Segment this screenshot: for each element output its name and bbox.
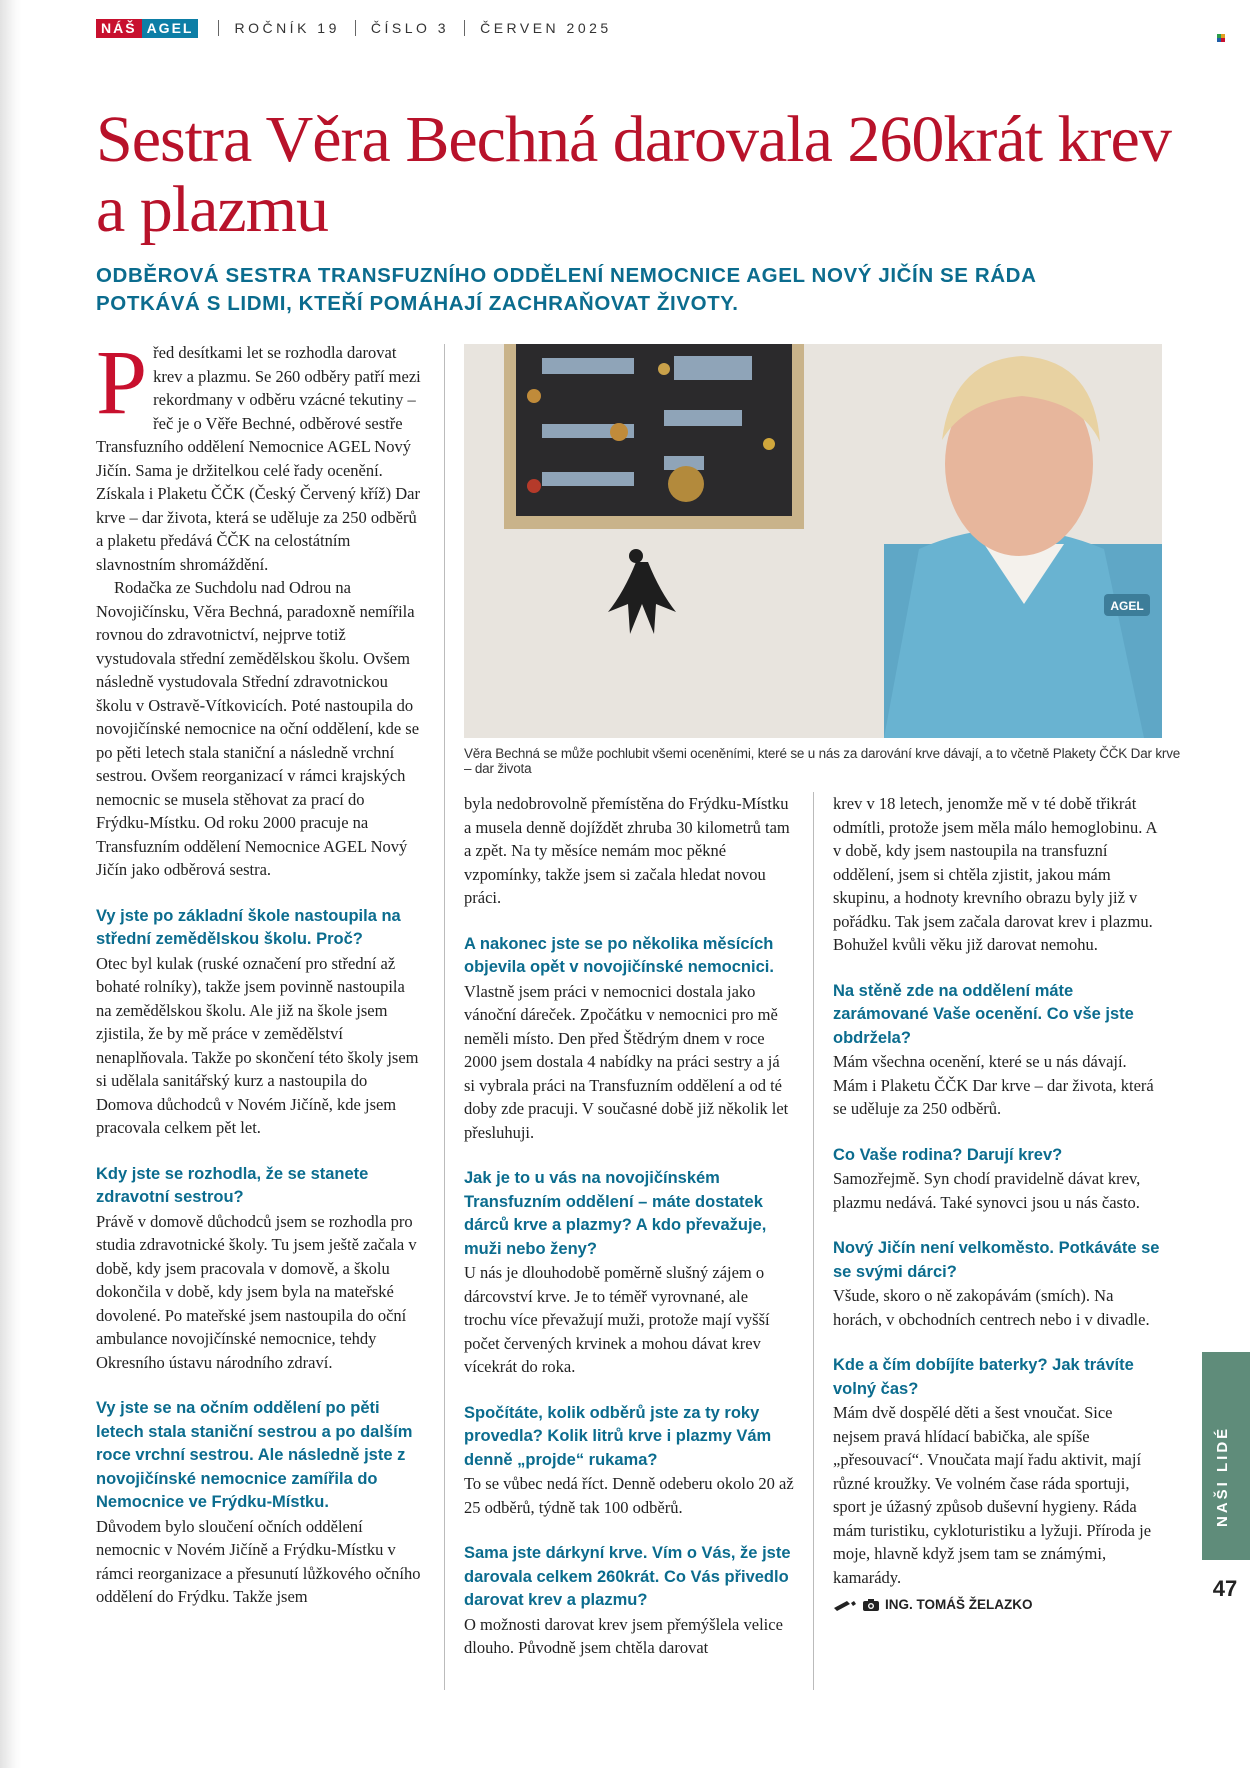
author-credit: [833, 1593, 1163, 1617]
body-paragraph: Rodačka ze Suchdolu nad Odrou na Novojičínsku, Věra Bechná, paradoxně nemířila rovnou do zdravotnictví, nejprve totiž vystudovala střední zemědělskou školu. Ovšem následně vystudovala Střední zdravotnickou školu v Ostravě-Vítkovicích. Poté nastoupila do novojičínské nemocnice na oční oddělení, kde se po pěti letech stala staniční a následně vrchní sestrou. Ovšem reorganizací v rámci krajských nemocnic se musela stěhovat za prací do Frýdku-Místku. Od roku 2000 pracuje na Transfuzním oddělení Nemocnice AGEL Nový Jičín jako odběrová sestra.: [96, 578, 420, 879]
article-lead: ODBĚROVÁ SESTRA TRANSFUZNÍHO ODDĚLENÍ NEMOCNICE AGEL NOVÝ JIČÍN SE RÁDA POTKÁVÁ S LIDMI, KTEŘÍ POMÁHAJÍ ZACHRAŇOVAT ŽIVOTY.: [96, 264, 1036, 315]
interview-question: Na stěně zde na oddělení máte zarámované Vaše ocenění. Co vše jste obdržela?: [833, 981, 1134, 1047]
interview-question: Nový Jičín není velkoměsto. Potkáváte se se svými dárci?: [833, 1239, 1160, 1281]
issue-info: [198, 20, 626, 36]
vest-logo-text: AGEL: [1110, 599, 1144, 613]
interview-answer: Mám všechna ocenění, které se u nás dávají. Mám i Plaketu ČČK Dar krve – dar života, která se uděluje za 250 odběrů.: [833, 1052, 1154, 1118]
interview-question: A nakonec jste se po několika měsících objevila opět v novojičínské nemocnici.: [464, 934, 774, 976]
interview-answer: U nás je dlouhodobě poměrně slušný zájem o dárcovství krve. Je to téměř vyrovnané, ale trochu více převažují muži, protože mají vyšší počet červených krvinek a mohou dávat krev vícekrát do roka.: [464, 1263, 770, 1376]
author-name: ING. TOMÁŠ ŽELAZKO: [885, 1597, 1033, 1612]
column-divider: [444, 344, 445, 1690]
interview-answer: Právě v domově důchodců jsem se rozhodla pro studia zdravotnické školy. Tu jsem ještě začala v době, kdy jsem pracovala v domově, a školu dokončila v době, kdy jsem byla na mateřské dovolené. Po mateřské jsem nastoupila do oční ambulance novojičínské nemocnice, tehdy Okresního ústavu národního zdraví.: [96, 1211, 417, 1372]
date-label: ČERVEN 2025: [464, 20, 627, 36]
interview-question: Jak je to u vás na novojičínském Transfuzním oddělení – máte dostatek dárců krve a plazmy? A kdo převažuje, muži nebo ženy?: [464, 1169, 767, 1258]
page-spine-shadow: [0, 0, 22, 1768]
magazine-logo: [96, 19, 198, 38]
column-divider: [813, 792, 814, 1690]
column-2: [464, 792, 794, 1660]
interview-answer: O možnosti darovat krev jsem přemýšlela velice dlouho. Původně jsem chtěla darovat: [464, 1614, 783, 1657]
interview-answer: Otec byl kulak (ruské označení pro střední až bohaté rolníky), takže jsem povinně nastoupila na zemědělskou školu. Ale již na škole jsem zjistila, že by mě práce v zemědělství nenaplňovala. Takže po skončení této školy jsem si udělala sanitářský kurz a nastoupila do Domova důchodců v Novém Jičíně, kde jsem pracovala celkem pět let.: [96, 953, 419, 1137]
interview-question: Kde a čím dobíjíte baterky? Jak trávíte volný čas?: [833, 1356, 1134, 1398]
interview-question: Vy jste po základní škole nastoupila na střední zemědělskou školu. Proč?: [96, 906, 401, 948]
portrait-illustration: [464, 344, 1162, 738]
logo-part-nas: NÁŠ: [96, 19, 142, 38]
article-photo: [464, 344, 1162, 738]
page-number: 47: [1212, 1576, 1238, 1601]
registration-mark-icon: [1217, 34, 1225, 42]
interview-answer: Všude, skoro o ně zakopávám (smích). Na horách, v obchodních centrech nebo i v divadle.: [833, 1286, 1150, 1329]
interview-question: Spočítáte, kolik odběrů jste za ty roky provedla? Kolik litrů krve i plazmy Vám denně „projde“ rukama?: [464, 1403, 772, 1469]
section-tab: [1202, 1352, 1250, 1560]
drop-cap: P: [96, 331, 148, 433]
intro-paragraph: [96, 331, 421, 576]
photo-caption: Věra Bechná se může pochlubit všemi oceněními, které se u nás za darování krve dávají, a to včetně Plakety ČČK Dar krve – dar života: [464, 746, 1181, 776]
interview-question: Kdy jste se rozhodla, že se stanete zdravotní sestrou?: [96, 1164, 369, 1206]
interview-question: Co Vaše rodina? Darují krev?: [833, 1145, 1063, 1164]
volume-label: ROČNÍK 19: [218, 20, 354, 36]
issue-label: ČÍSLO 3: [355, 20, 464, 36]
interview-question: Sama jste dárkyní krve. Vím o Vás, že jste darovala celkem 260krát. Co Vás přivedlo darovat krev a plazmu?: [464, 1544, 791, 1609]
interview-answer: Mám dvě dospělé děti a šest vnoučat. Sice nejsem pravá hlídací babička, ale spíše „přesouvací“. Vnoučata mají řadu aktivit, mají různé kroužky. Ve volném čase ráda sportuji, sport je úžasný způsob duševní hygieny. Ráda mám turistiku, cykloturistiku a lyžuji. Příroda je moje, hlavně když jsem tam se známými, kamarády.: [833, 1403, 1152, 1587]
section-label: NAŠI LIDÉ: [1214, 1425, 1231, 1527]
camera-icon: [863, 1598, 879, 1611]
interview-answer: Samozřejmě. Syn chodí pravidelně dávat krev, plazmu nedává. Také synovci jsou u nás často.: [833, 1169, 1141, 1212]
column-1: [96, 331, 421, 1609]
column-3: [833, 792, 1163, 1617]
masthead: [96, 17, 627, 39]
logo-part-agel: AGEL: [142, 19, 199, 38]
article-title: Sestra Věra Bechná darovala 260krát krev a plazmu: [96, 103, 1171, 246]
intro-text: řed desítkami let se rozhodla darovat krev a plazmu. Se 260 odběry patří mezi rekordmany v odběru vzácné tekutiny – řeč je o Věře Bechné, odběrové sestře Transfuzního oddělení Nemocnice AGEL Nový Jičín. Sama je držitelkou celé řady ocenění. Získala i Plaketu ČČK (Český Červený kříž) Dar krve – dar života, která se uděluje za 250 odběrů a plaketu předává ČČK na celostátním slavnostním shromáždění.: [96, 343, 421, 574]
interview-answer: Vlastně jsem práci v nemocnici dostala jako vánoční dáreček. Zpočátku v nemocnici pro mě neměli místo. Den před Štědrým dnem v roce 2000 jsem dostala 4 nabídky na práci sestry a já si vybrala práci na Transfuzním oddělení a od té doby zde pracuji. V současné době již několik let přesluhuji.: [464, 981, 789, 1142]
interview-answer: krev v 18 letech, jenomže mě v té době třikrát odmítli, protože jsem měla málo hemoglobinu. A v době, kdy jsem nastoupila na transfuzní oddělení, jsem si chtěla zjistit, jakou mám skupinu, a hodnoty krevního obrazu byly již v pořádku. Tak jsem začala darovat krev i plazmu. Bohužel kvůli věku již darovat nemohu.: [833, 794, 1157, 954]
interview-answer: To se vůbec nedá říct. Denně odeberu okolo 20 až 25 odběrů, týdně tak 100 odběrů.: [464, 1474, 794, 1517]
pen-icon: [833, 1599, 857, 1611]
interview-answer: byla nedobrovolně přemístěna do Frýdku-Místku a musela denně dojíždět zhruba 30 kilometrů tam a zpět. Na ty měsíce nemám moc pěkné vzpomínky, takže jsem si začala hledat novou práci.: [464, 794, 790, 907]
interview-question: Vy jste se na očním oddělení po pěti letech stala staniční sestrou a po dalším roce vrchní sestrou. Ale následně jste z novojičínské nemocnice zamířila do Nemocnice ve Frýdku-Místku.: [96, 1399, 413, 1511]
interview-answer: Důvodem bylo sloučení očních oddělení nemocnic v Novém Jičíně a Frýdku-Místku v rámci reorganizace a přesunutí lůžkového očního oddělení do Frýdku. Takže jsem: [96, 1516, 421, 1606]
